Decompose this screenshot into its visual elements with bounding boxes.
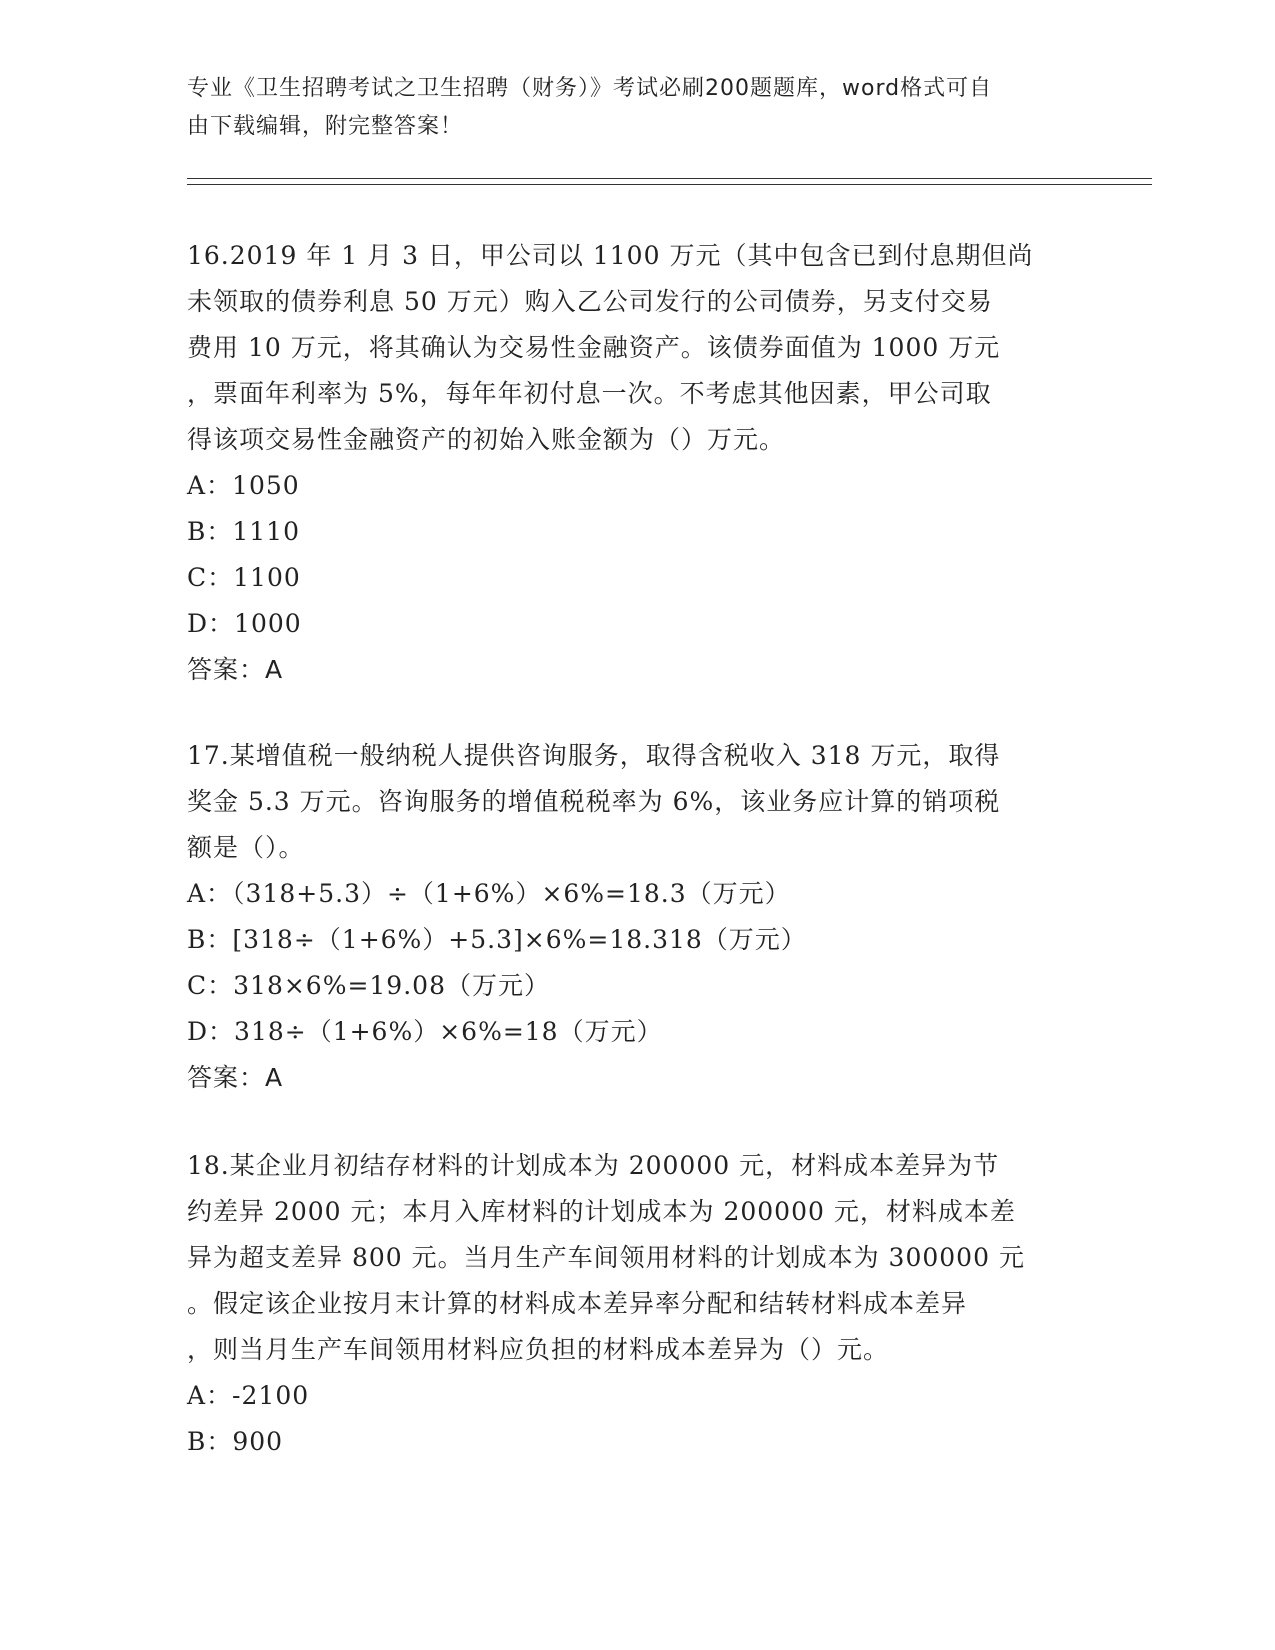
- stem-line: 额是（）。: [187, 833, 305, 862]
- stem-line: 。假定该企业按月末计算的材料成本差异率分配和结转材料成本差异: [187, 1289, 968, 1318]
- option-c: C：318×6%=19.08（万元）: [187, 971, 550, 1000]
- option-b: B：900: [187, 1427, 284, 1456]
- option-a: A：1050: [187, 471, 300, 500]
- header-divider-bottom: [187, 184, 1152, 185]
- answer-label: 答案：A: [187, 655, 284, 684]
- stem-line: ，则当月生产车间领用材料应负担的材料成本差异为（）元。: [187, 1335, 890, 1364]
- question-18: [187, 1143, 1087, 1465]
- stem-line: 约差异 2000 元；本月入库材料的计划成本为 200000 元，材料成本差: [187, 1197, 1016, 1226]
- stem-line: 奖金 5.3 万元。咨询服务的增值税税率为 6%，该业务应计算的销项税: [187, 787, 1001, 816]
- option-a: A：（318+5.3）÷（1+6%）×6%=18.3（万元）: [187, 879, 791, 908]
- stem-line: 异为超支差异 800 元。当月生产车间领用材料的计划成本为 300000 元: [187, 1243, 1025, 1272]
- stem-line: 16.2019 年 1 月 3 日，甲公司以 1100 万元（其中包含已到付息期但尚: [187, 241, 1034, 270]
- option-d: D：318÷（1+6%）×6%=18（万元）: [187, 1017, 663, 1046]
- header-title-line-1: 专业《卫生招聘考试之卫生招聘（财务）》考试必刷200题题库，word格式可自: [187, 76, 993, 101]
- stem-line: 费用 10 万元，将其确认为交易性金融资产。该债券面值为 1000 万元: [187, 333, 1001, 362]
- question-16: [187, 233, 1087, 693]
- option-b: B：[318÷（1+6%）+5.3]×6%=18.318（万元）: [187, 925, 807, 954]
- option-b: B：1110: [187, 517, 300, 546]
- stem-line: 得该项交易性金融资产的初始入账金额为（）万元。: [187, 425, 786, 454]
- header-title-line-2: 由下载编辑，附完整答案！: [187, 114, 464, 139]
- option-d: D：1000: [187, 609, 302, 638]
- question-stem: [187, 233, 1087, 463]
- option-a: A：-2100: [187, 1381, 310, 1410]
- stem-line: 17.某增值税一般纳税人提供咨询服务，取得含税收入 318 万元，取得: [187, 741, 1001, 770]
- question-17: [187, 733, 1087, 1101]
- question-stem: [187, 1143, 1087, 1373]
- stem-line: 未领取的债券利息 50 万元）购入乙公司发行的公司债券，另支付交易: [187, 287, 993, 316]
- option-c: C：1100: [187, 563, 301, 592]
- answer-label: 答案：A: [187, 1063, 284, 1092]
- document-header: [187, 70, 1087, 146]
- stem-line: 18.某企业月初结存材料的计划成本为 200000 元，材料成本差异为节: [187, 1151, 1000, 1180]
- question-stem: [187, 733, 1087, 871]
- header-divider-top: [187, 178, 1152, 179]
- stem-line: ，票面年利率为 5%，每年年初付息一次。不考虑其他因素，甲公司取: [187, 379, 992, 408]
